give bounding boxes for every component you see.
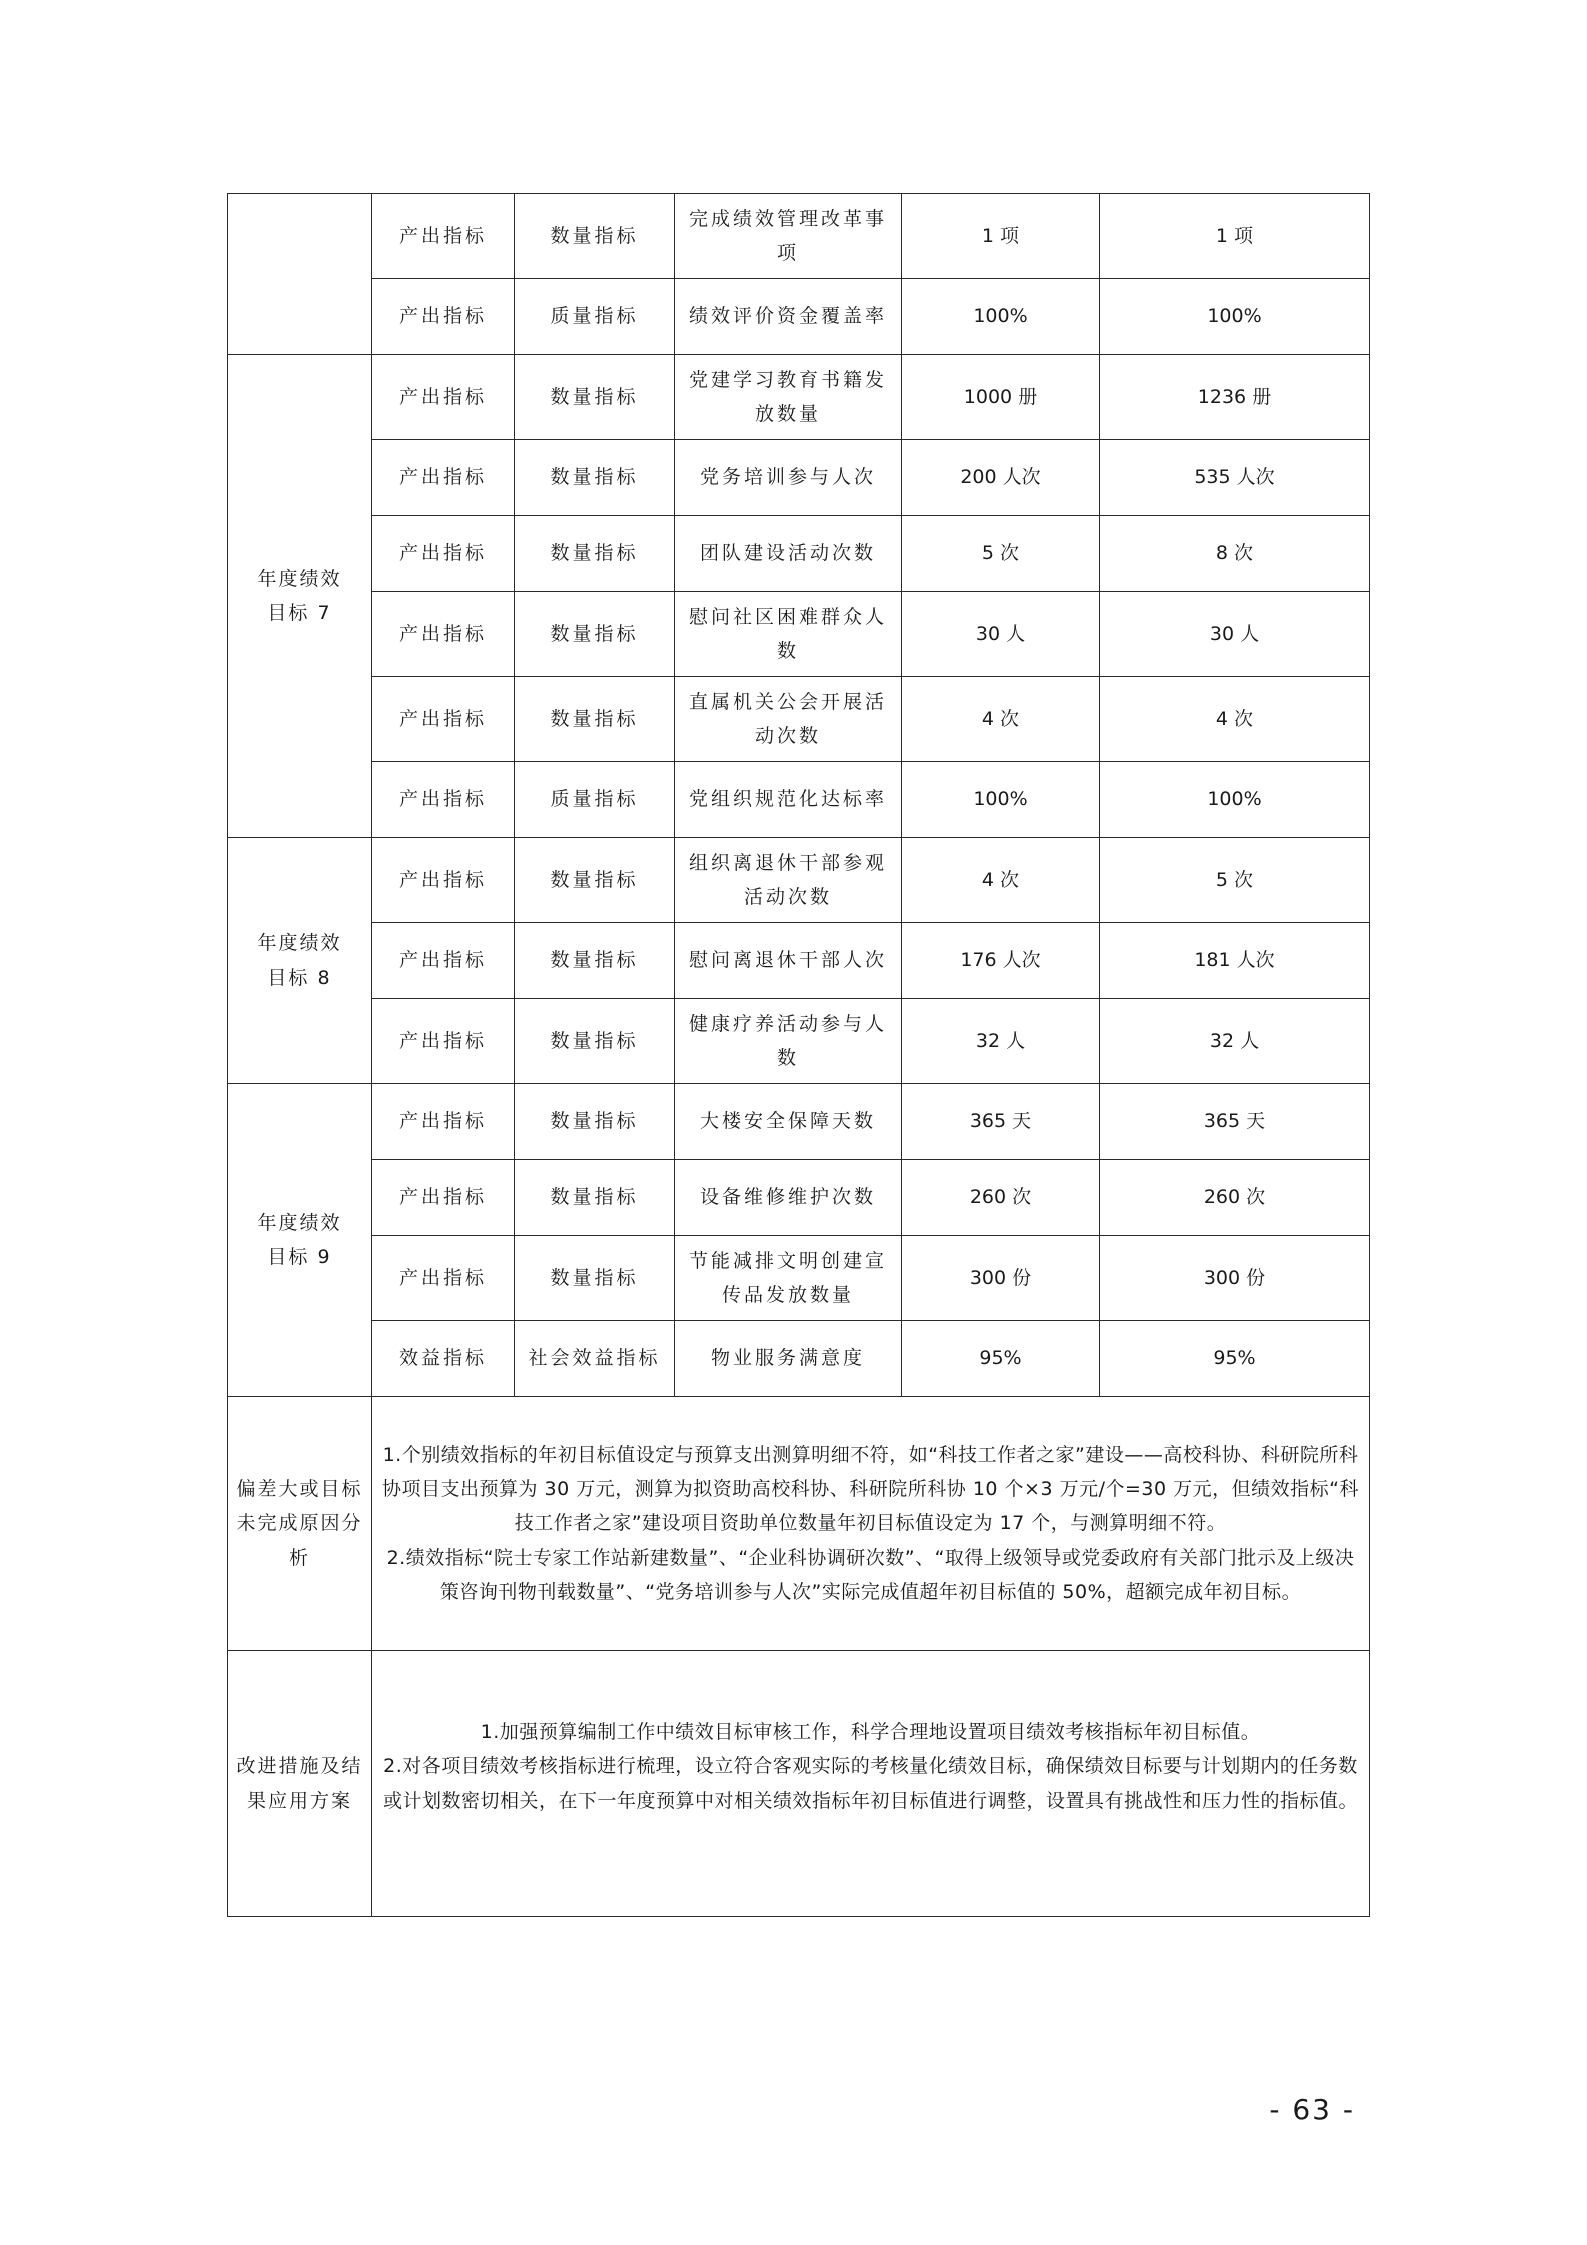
indicator-name-cell: 绩效评价资金覆盖率 (675, 279, 902, 355)
indicator-name-cell: 党务培训参与人次 (675, 440, 902, 516)
indicator-row (228, 999, 1370, 1084)
actual-value-cell: 100% (1100, 279, 1370, 355)
target-value-cell: 1 项 (902, 194, 1100, 279)
indicator-name-cell: 慰问离退休干部人次 (675, 923, 902, 999)
level2-cell: 数量指标 (515, 516, 675, 592)
target-value-cell: 32 人 (902, 999, 1100, 1084)
indicator-row (228, 279, 1370, 355)
actual-value-cell: 5 次 (1100, 838, 1370, 923)
indicator-name-cell: 党建学习教育书籍发放数量 (675, 355, 902, 440)
actual-value-cell: 535 人次 (1100, 440, 1370, 516)
indicator-row (228, 1084, 1370, 1160)
level2-cell: 质量指标 (515, 279, 675, 355)
actual-value-cell: 300 份 (1100, 1236, 1370, 1321)
level1-cell: 产出指标 (372, 1160, 515, 1236)
level2-cell: 社会效益指标 (515, 1321, 675, 1397)
indicator-name-cell: 物业服务满意度 (675, 1321, 902, 1397)
indicator-name-cell: 大楼安全保障天数 (675, 1084, 902, 1160)
actual-value-cell: 260 次 (1100, 1160, 1370, 1236)
indicator-name-cell: 节能减排文明创建宣传品发放数量 (675, 1236, 902, 1321)
level1-cell: 产出指标 (372, 592, 515, 677)
level2-cell: 数量指标 (515, 440, 675, 516)
indicator-row (228, 923, 1370, 999)
level2-cell: 数量指标 (515, 923, 675, 999)
indicator-row (228, 516, 1370, 592)
improvement-label: 改进措施及结果应用方案 (228, 1651, 372, 1917)
performance-table-body (228, 194, 1370, 1917)
actual-value-cell: 8 次 (1100, 516, 1370, 592)
level1-cell: 产出指标 (372, 923, 515, 999)
deviation-text (372, 1397, 1370, 1651)
level2-cell: 数量指标 (515, 194, 675, 279)
deviation-row (228, 1397, 1370, 1651)
indicator-name-cell: 设备维修维护次数 (675, 1160, 902, 1236)
level2-cell: 数量指标 (515, 677, 675, 762)
level1-cell: 效益指标 (372, 1321, 515, 1397)
level1-cell: 产出指标 (372, 762, 515, 838)
level2-cell: 数量指标 (515, 1236, 675, 1321)
improvement-row (228, 1651, 1370, 1917)
goal-group-text: 年度绩效目标 9 (257, 1211, 342, 1268)
level2-cell: 数量指标 (515, 1160, 675, 1236)
goal-group-label (228, 1084, 372, 1397)
target-value-cell: 100% (902, 762, 1100, 838)
indicator-name-cell: 慰问社区困难群众人数 (675, 592, 902, 677)
goal-group-label (228, 838, 372, 1084)
target-value-cell: 365 天 (902, 1084, 1100, 1160)
actual-value-cell: 30 人 (1100, 592, 1370, 677)
level2-cell: 数量指标 (515, 999, 675, 1084)
level1-cell: 产出指标 (372, 440, 515, 516)
page-number: - 63 - (1269, 2093, 1355, 2126)
indicator-row (228, 762, 1370, 838)
indicator-row (228, 838, 1370, 923)
target-value-cell: 5 次 (902, 516, 1100, 592)
level1-cell: 产出指标 (372, 355, 515, 440)
level1-cell: 产出指标 (372, 1084, 515, 1160)
target-value-cell: 1000 册 (902, 355, 1100, 440)
improvement-paragraph: 1.加强预算编制工作中绩效目标审核工作，科学合理地设置项目绩效考核指标年初目标值。 (480, 1721, 1261, 1744)
level2-cell: 质量指标 (515, 762, 675, 838)
actual-value-cell: 100% (1100, 762, 1370, 838)
level1-cell: 产出指标 (372, 677, 515, 762)
level1-cell: 产出指标 (372, 1236, 515, 1321)
actual-value-cell: 365 天 (1100, 1084, 1370, 1160)
goal-group-text: 年度绩效目标 8 (257, 932, 342, 989)
target-value-cell: 176 人次 (902, 923, 1100, 999)
improvement-text (372, 1651, 1370, 1917)
target-value-cell: 30 人 (902, 592, 1100, 677)
target-value-cell: 260 次 (902, 1160, 1100, 1236)
actual-value-cell: 1 项 (1100, 194, 1370, 279)
deviation-paragraph: 2.绩效指标“院士专家工作站新建数量”、“企业科协调研次数”、“取得上级领导或党委政府有关部门批示及上级决策咨询刊物刊载数量”、“党务培训参与人次”实际完成值超年初目标值的 50%，超额完成年初目标。 (386, 1546, 1355, 1603)
indicator-row (228, 677, 1370, 762)
indicator-row (228, 1321, 1370, 1397)
indicator-row (228, 194, 1370, 279)
level1-cell: 产出指标 (372, 838, 515, 923)
target-value-cell: 95% (902, 1321, 1100, 1397)
target-value-cell: 200 人次 (902, 440, 1100, 516)
performance-table (227, 193, 1370, 1917)
goal-group-label (228, 194, 372, 355)
target-value-cell: 100% (902, 279, 1100, 355)
actual-value-cell: 32 人 (1100, 999, 1370, 1084)
level1-cell: 产出指标 (372, 279, 515, 355)
actual-value-cell: 4 次 (1100, 677, 1370, 762)
indicator-name-cell: 健康疗养活动参与人数 (675, 999, 902, 1084)
level1-cell: 产出指标 (372, 194, 515, 279)
indicator-row (228, 1160, 1370, 1236)
indicator-name-cell: 直属机关公会开展活动次数 (675, 677, 902, 762)
target-value-cell: 4 次 (902, 677, 1100, 762)
indicator-row (228, 592, 1370, 677)
indicator-row (228, 440, 1370, 516)
level1-cell: 产出指标 (372, 999, 515, 1084)
level2-cell: 数量指标 (515, 355, 675, 440)
actual-value-cell: 1236 册 (1100, 355, 1370, 440)
actual-value-cell: 95% (1100, 1321, 1370, 1397)
indicator-row (228, 1236, 1370, 1321)
improvement-paragraph: 2.对各项目绩效考核指标进行梳理，设立符合客观实际的考核量化绩效目标，确保绩效目标要与计划期内的任务数或计划数密切相关，在下一年度预算中对相关绩效指标年初目标值进行调整，设置具有挑战性和压力性的指标值。 (382, 1755, 1358, 1812)
level2-cell: 数量指标 (515, 592, 675, 677)
indicator-row (228, 355, 1370, 440)
target-value-cell: 4 次 (902, 838, 1100, 923)
target-value-cell: 300 份 (902, 1236, 1100, 1321)
goal-group-text: 年度绩效目标 7 (257, 567, 342, 624)
deviation-paragraph: 1.个别绩效指标的年初目标值设定与预算支出测算明细不符，如“科技工作者之家”建设——高校科协、科研院所科协项目支出预算为 30 万元，测算为拟资助高校科协、科研院所科协 10 个×3 万元/个=30 万元，但绩效指标“科技工作者之家”建设项目资助单位数量年初目标值设定为 17 个，与测算明细不符。 (382, 1444, 1359, 1535)
level1-cell: 产出指标 (372, 516, 515, 592)
goal-group-label (228, 355, 372, 838)
indicator-name-cell: 完成绩效管理改革事项 (675, 194, 902, 279)
actual-value-cell: 181 人次 (1100, 923, 1370, 999)
level2-cell: 数量指标 (515, 1084, 675, 1160)
indicator-name-cell: 党组织规范化达标率 (675, 762, 902, 838)
level2-cell: 数量指标 (515, 838, 675, 923)
deviation-label: 偏差大或目标未完成原因分析 (228, 1397, 372, 1651)
indicator-name-cell: 组织离退休干部参观活动次数 (675, 838, 902, 923)
indicator-name-cell: 团队建设活动次数 (675, 516, 902, 592)
